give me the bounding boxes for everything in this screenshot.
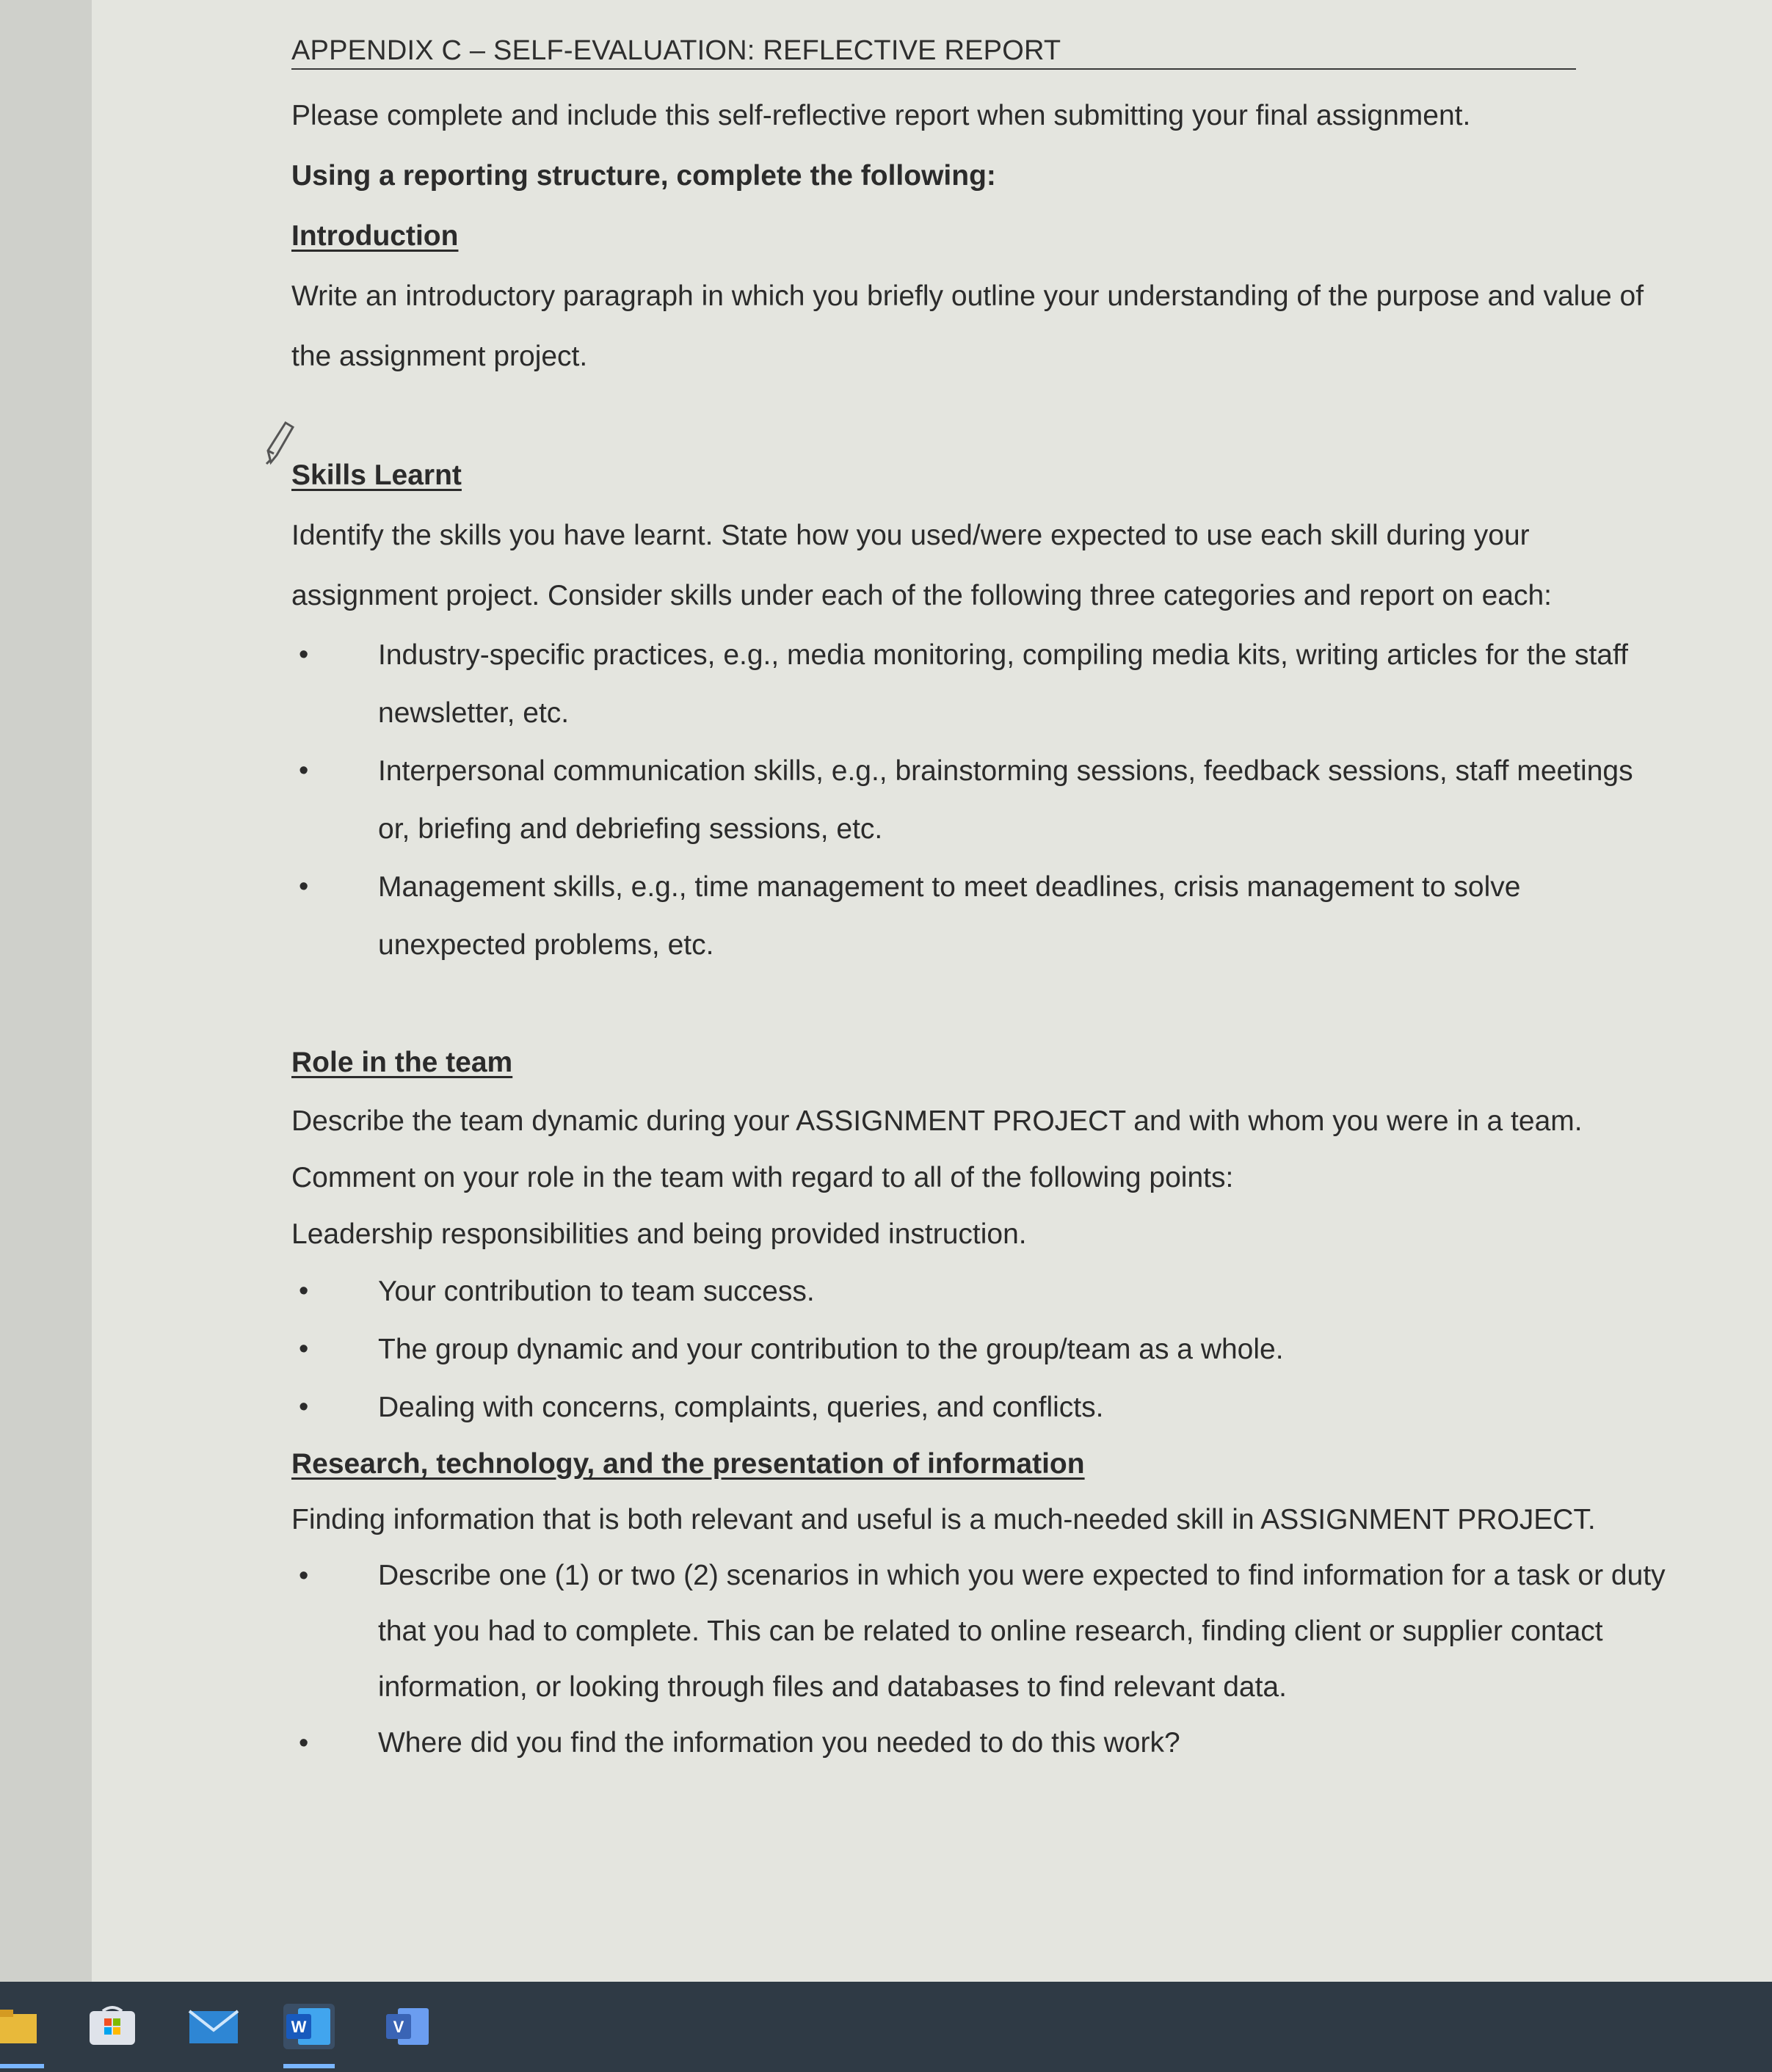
research-bullet-list [291,1548,1671,1771]
svg-text:W: W [291,2018,307,2036]
left-margin [0,0,92,1982]
role-bullet-list [291,1262,1671,1436]
mail-icon[interactable] [188,2004,239,2049]
list-item: • Interpersonal communication skills, e.g., brainstorming sessions, feedback sessions, staff meetings or, briefing and debriefing sessions, etc. [291,742,1671,858]
visio-icon[interactable] [382,2004,433,2049]
intro-note: Please complete and include this self-reflective report when submitting your final assignment. [291,100,1471,131]
svg-text:V: V [393,2018,404,2036]
taskbar [0,1982,1772,2072]
instruction-line: Using a reporting structure, complete the following: [291,160,996,192]
bullet-icon: • [299,755,309,786]
research-title: Research, technology, and the presentation of information [291,1448,1085,1480]
list-item: • Dealing with concerns, complaints, queries, and conflicts. [291,1378,1671,1436]
appendix-heading: APPENDIX C – SELF-EVALUATION: REFLECTIVE REPORT [291,35,1576,70]
bullet-icon: • [299,871,309,902]
role-text: Describe the team dynamic during your ASSIGNMENT PROJECT and with whom you were in a team. Comment on your role in the team with regard to all of the following points: [291,1105,1583,1193]
skills-title: Skills Learnt [291,459,462,491]
bullet-icon: • [299,1728,309,1759]
introduction-title: Introduction [291,220,459,252]
bullet-icon: • [299,1392,309,1422]
list-item: • The group dynamic and your contribution to the group/team as a whole. [291,1320,1671,1378]
skills-text: Identify the skills you have learnt. State how you used/were expected to use each skill during your assignment project. Consider skills under each of the following three categories and report on each: [291,520,1552,611]
research-text: Finding information that is both relevant and useful is a much-needed skill in ASSIGNMENT PROJECT. [291,1504,1596,1535]
role-lead-line: Leadership responsibilities and being provided instruction. [291,1218,1027,1250]
bullet-icon: • [299,1560,309,1591]
list-item: • Where did you find the information you needed to do this work? [291,1715,1671,1771]
bullet-icon: • [299,639,309,670]
skills-bullet-list [291,626,1671,974]
microsoft-store-icon[interactable] [87,2004,138,2049]
document-content [291,35,1671,1771]
bullet-icon: • [299,1334,309,1364]
list-item: • Your contribution to team success. [291,1262,1671,1320]
role-title: Role in the team [291,1047,513,1078]
list-item: • Management skills, e.g., time management to meet deadlines, crisis management to solve unexpected problems, etc. [291,858,1671,974]
bullet-icon: • [299,1276,309,1306]
list-item: • Describe one (1) or two (2) scenarios in which you were expected to find information for a task or duty that you had to complete. This can be related to online research, finding client or supplier contact information, or looking through files and databases to find relevant data. [291,1548,1671,1715]
word-icon[interactable] [283,2004,335,2049]
document-page[interactable] [92,0,1772,1982]
introduction-text: Write an introductory paragraph in which you briefly outline your understanding of the purpose and value of the assignment project. [291,280,1644,372]
file-explorer-icon[interactable] [0,2004,44,2049]
list-item: • Industry-specific practices, e.g., media monitoring, compiling media kits, writing articles for the staff newsletter, etc. [291,626,1671,742]
